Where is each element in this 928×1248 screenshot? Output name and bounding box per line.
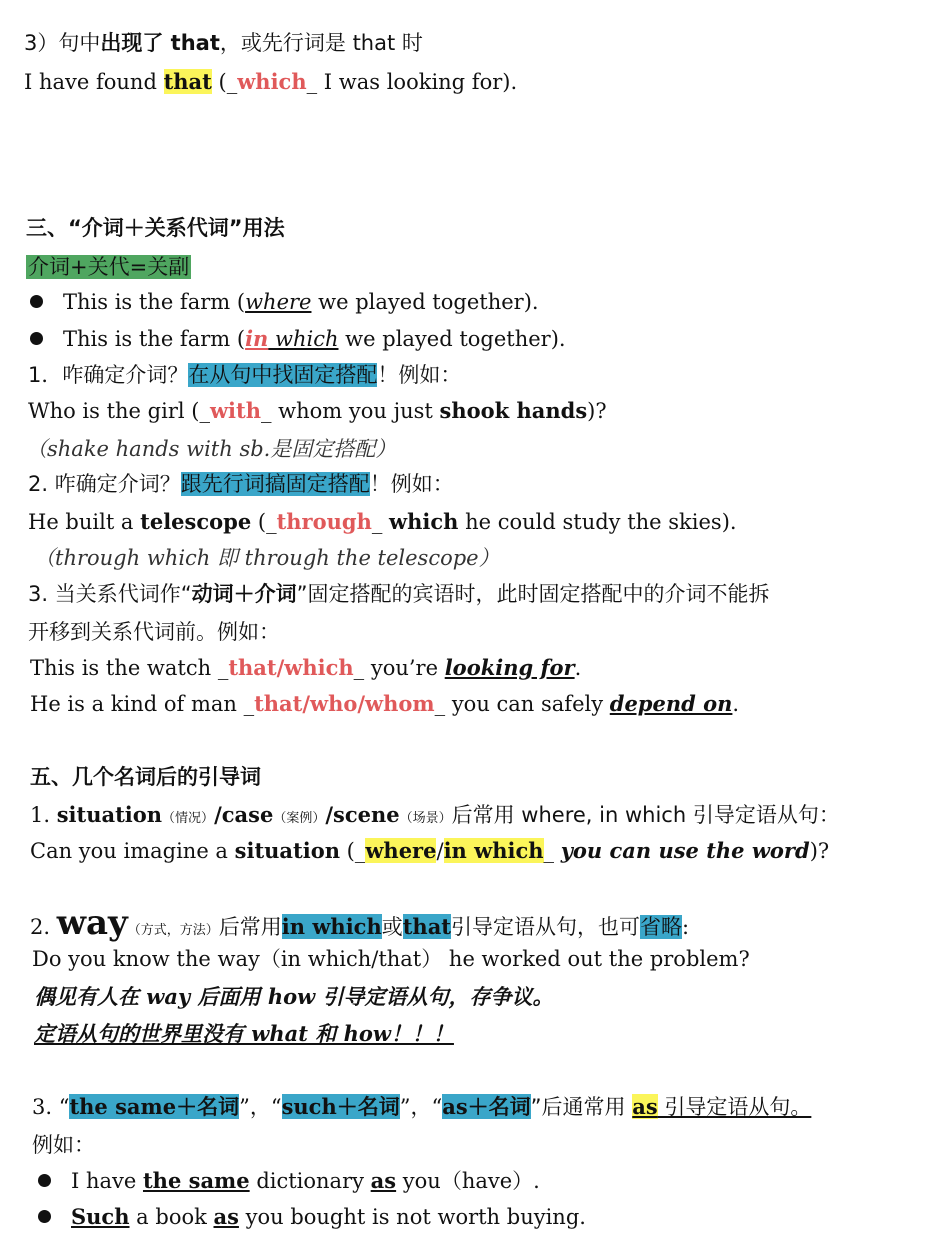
note-no-what-how: 定语从句的世界里没有 what 和 how！！！ [34, 1021, 454, 1046]
rule-3-heading: 3）句中出现了 that，或先行词是 that 时 [24, 31, 423, 55]
bullet-farm-where: This is the farm (where we played together). [30, 287, 539, 317]
bullet-farm-in-which: This is the farm (in which we played together). [30, 324, 566, 354]
point-1: 1. situation（情况）/case（案例）/scene（场景）后常用 where, in which 引导定语从句： [30, 802, 840, 827]
note-through-which: （through which 即 through the telescope） [34, 546, 500, 570]
bullet-icon [38, 1210, 51, 1223]
section-3-title: 三、“介词＋关系代词”用法 [26, 216, 285, 240]
bullet-icon [30, 295, 43, 308]
question-1: 1．咋确定介词？在从句中找固定搭配！例如： [28, 363, 462, 387]
example-with-whom: Who is the girl (_with_ whom you just shook hands)? [28, 398, 607, 423]
section-5-title: 五、几个名词后的引导词 [30, 765, 261, 789]
bullet-same-as: I have the same dictionary as you（have）. [38, 1166, 540, 1196]
note-shake-hands: （shake hands with sb.是固定搭配） [26, 437, 397, 461]
example-through-which: He built a telescope (_through_ which he could study the skies). [28, 509, 737, 534]
bullet-such-as: Such a book as you bought is not worth buying. [38, 1202, 586, 1232]
point-2: 2. way（方式，方法）后常用in which或that引导定语从句，也可省略: [30, 903, 690, 943]
section-3-badge: 介词+关代=关副 [28, 255, 190, 279]
example-situation: Can you imagine a situation (_where/in which_ you can use the word)? [30, 838, 830, 863]
question-2: 2. 咋确定介词？跟先行词搞固定搭配！例如： [28, 472, 454, 496]
example-depend-on: He is a kind of man _that/who/whom_ you can safely depend on. [30, 691, 740, 716]
question-3: 3. 当关系代词作“动词＋介词”固定搭配的宾语时，此时固定搭配中的介词不能拆 [28, 582, 770, 606]
note-how-dispute: 偶见有人在 way 后面用 how 引导定语从句，存争议。 [34, 984, 554, 1009]
rule-3-example: I have found that (_which_ I was looking for). [24, 69, 518, 94]
example-looking-for: This is the watch _that/which_ you’re looking for. [30, 655, 582, 680]
point-3: 3. “the same＋名词”，“such＋名词”，“as＋名词”后通常用 as 引导定语从句。 [32, 1094, 812, 1119]
point-3-eg: 例如： [32, 1133, 95, 1157]
example-way: Do you know the way（in which/that） he worked out the problem? [32, 947, 750, 971]
bullet-icon [38, 1174, 51, 1187]
bullet-icon [30, 332, 43, 345]
question-3-line2: 开移到关系代词前。例如： [28, 620, 280, 644]
